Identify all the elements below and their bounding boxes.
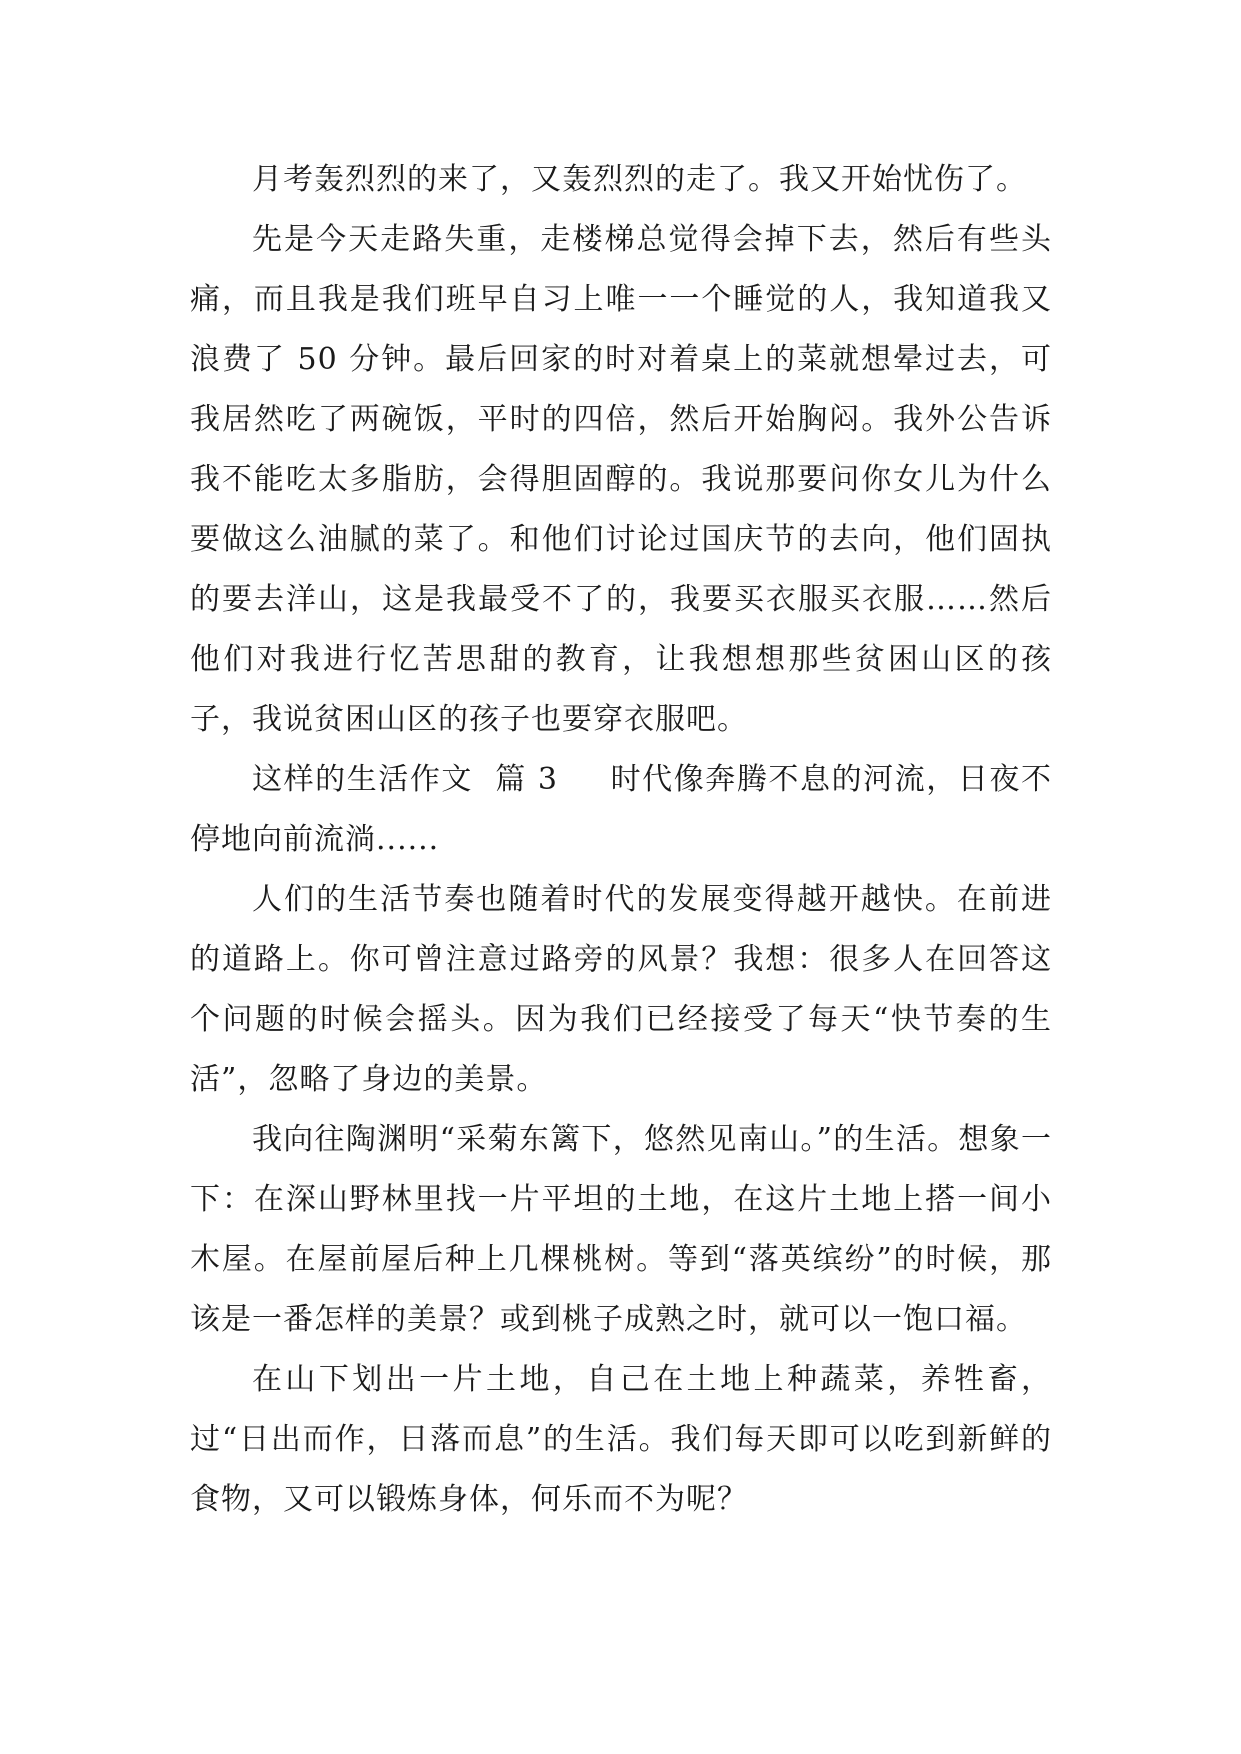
paragraph: 在山下划出一片土地，自己在土地上种蔬菜，养牲畜，过“日出而作，日落而息”的生活。我们每天即可以吃到新鲜的食物，又可以锻炼身体，何乐而不为呢？ xyxy=(190,1362,1052,1517)
document-body xyxy=(190,150,1052,1530)
section-first-text: 时代像奔腾不息的河流，日夜不停地向前流淌...... xyxy=(190,762,1053,857)
paragraph: 我向往陶渊明“采菊东篱下，悠然见南山。”的生活。想象一下：在深山野林里找一片平坦的土地，在这片土地上搭一间小木屋。在屋前屋后种上几棵桃树。等到“落英缤纷”的时候，那该是一番怎样的美景？或到桃子成熟之时，就可以一饱口福。 xyxy=(190,1122,1052,1337)
paragraph: 月考轰烈烈的来了，又轰烈烈的走了。我又开始忧伤了。 xyxy=(252,162,1027,197)
paragraph: 先是今天走路失重，走楼梯总觉得会掉下去，然后有些头痛，而且我是我们班早自习上唯一一个睡觉的人，我知道我又浪费了 50 分钟。最后回家的时对着桌上的菜就想晕过去，可我居然吃了两碗饭，平时的四倍，然后开始胸闷。我外公告诉我不能吃太多脂肪，会得胆固醇的。我说那要问你女儿为什么要做这么油腻的菜了。和他们讨论过国庆节的去向，他们固执的要去洋山，这是我最受不了的，我要买衣服买衣服……然后他们对我进行忆苦思甜的教育，让我想想那些贫困山区的孩子，我说贫困山区的孩子也要穿衣服吧。 xyxy=(190,222,1052,737)
section-title: 这样的生活作文 篇 3 xyxy=(252,762,558,797)
section-paragraph xyxy=(190,750,1052,870)
paragraph: 人们的生活节奏也随着时代的发展变得越开越快。在前进的道路上。你可曾注意过路旁的风景？我想：很多人在回答这个问题的时候会摇头。因为我们已经接受了每天“快节奏的生活”，忽略了身边的美景。 xyxy=(190,882,1052,1097)
